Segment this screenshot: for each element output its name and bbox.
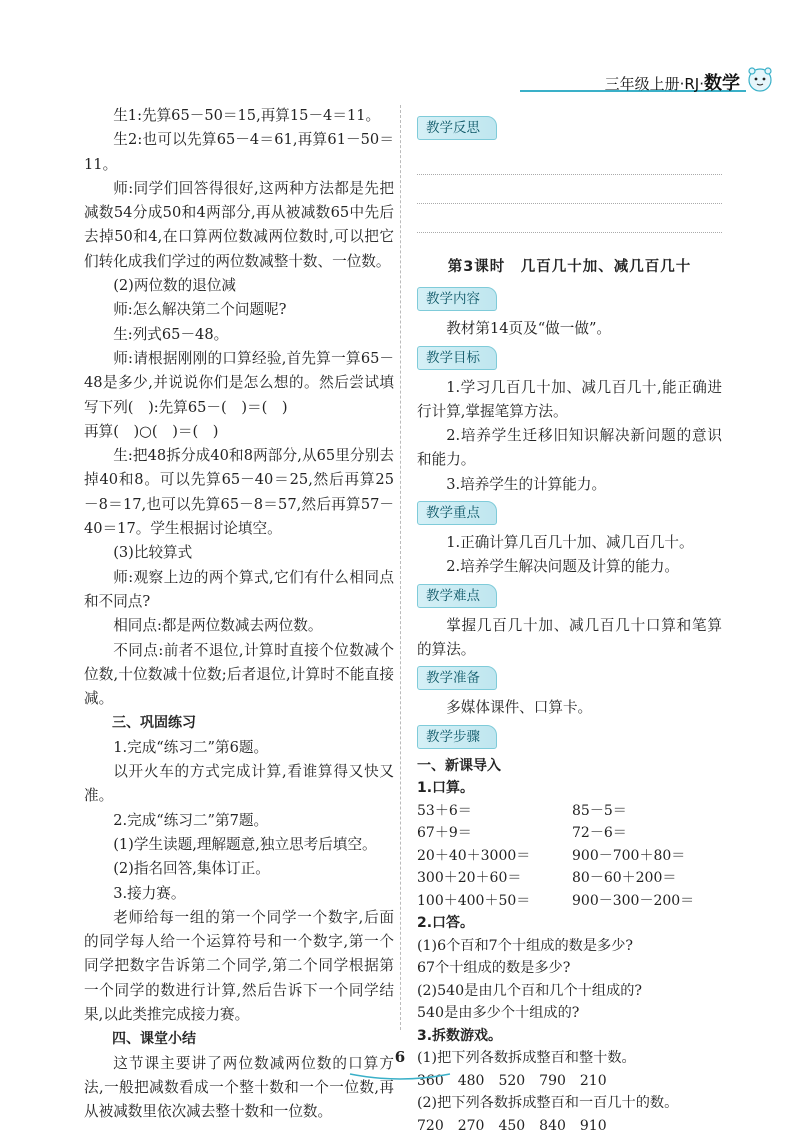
page-header <box>520 66 780 96</box>
calc-item: 100＋400＋50＝ <box>417 892 531 909</box>
prep-tag-row <box>417 666 722 696</box>
paragraph: 生:把48拆分成40和8两部分,从65里分别去掉40和8。可以先算65－40＝25,然后再算25－8＝17,也可以先算65－8＝57,然后再算57－40＝17。学生根据讨论填空。 <box>84 447 394 538</box>
page-number-ornament <box>340 1070 460 1082</box>
paragraph: 师:怎么解决第二个问题呢? <box>113 301 287 319</box>
calc-item: 53＋6＝ <box>417 802 472 819</box>
oral-calc-title: 1.口算。 <box>417 780 475 797</box>
oral-answer-item: (2)540是由几个百和几个十组成的? <box>417 982 643 999</box>
column-divider <box>400 105 402 1030</box>
paragraph: 师:观察上边的两个算式,它们有什么相同点和不同点? <box>84 568 394 610</box>
paragraph: (1)学生读题,理解题意,独立思考后填空。 <box>113 835 377 853</box>
reflection-tag-row <box>417 116 722 146</box>
paragraph: 相同点:都是两位数减去两位数。 <box>113 617 323 635</box>
difficulty-text: 掌握几百几十加、减几百几十口算和笔算的算法。 <box>417 616 722 658</box>
book-title: 三年级上册·RJ·数学 <box>604 73 740 94</box>
paragraph: (3)比较算式 <box>113 544 193 562</box>
goals-tag: 教学目标 <box>417 346 497 370</box>
paragraph: 不同点:前者不退位,计算时直接个位数减个位数,十位数减十位数;后者退位,计算时不能直接减。 <box>84 641 394 708</box>
section-heading: 一、新课导入 <box>417 757 501 774</box>
paragraph: 1.完成“练习二”第6题。 <box>113 738 269 756</box>
paragraph: 生2:也可以先算65－4＝61,再算61－50＝11。 <box>84 131 394 173</box>
paragraph: 2.完成“练习二”第7题。 <box>113 811 269 829</box>
paragraph: 师:同学们回答得很好,这两种方法都是先把减数54分成50和4两部分,再从被减数65中先后去掉50和4,在口算两位数减两位数时,可以把它们转化成我们学过的两位数减整十数、一位数。 <box>84 179 394 270</box>
calc-item: 72－6＝ <box>572 825 627 842</box>
steps-tag-row <box>417 725 722 755</box>
page-number: 6 <box>394 1048 406 1066</box>
game-instruction: (2)把下列各数拆成整百和一百几十的数。 <box>417 1095 679 1112</box>
prep-text: 多媒体课件、口算卡。 <box>446 699 593 717</box>
oral-calc-grid <box>417 800 722 913</box>
paragraph: 老师给每一组的第一个同学一个数字,后面的同学每人给一个运算符号和一个数字,第一个同学把数字告诉第二个同学,第二个同学根据第一个同学的数进行计算,然后告诉下一个同学结果,以此类推完成接力赛。 <box>84 908 394 1023</box>
goal-item: 3.培养学生的计算能力。 <box>446 475 607 493</box>
content-tag-row <box>417 287 722 317</box>
subject-label: 数学 <box>704 73 740 94</box>
key-tag: 教学重点 <box>417 501 497 525</box>
paragraph: 3.接力赛。 <box>113 884 186 902</box>
oral-answer-item: 540是由多少个十组成的? <box>417 1005 580 1022</box>
calc-item: 900－300－200＝ <box>572 892 695 909</box>
right-column <box>417 112 722 1137</box>
calc-item: 300＋20＋60＝ <box>417 870 522 887</box>
content-text: 教材第14页及“做一做”。 <box>446 320 612 338</box>
calc-item: 67＋9＝ <box>417 825 472 842</box>
number-row: 360 480 520 790 210 <box>417 1072 607 1089</box>
paragraph: (2)两位数的退位减 <box>113 277 237 295</box>
paragraph: (2)指名回答,集体订正。 <box>113 860 270 878</box>
goal-item: 1.学习几百几十加、减几百几十,能正确进行计算,掌握笔算方法。 <box>417 378 722 420</box>
prep-tag: 教学准备 <box>417 666 497 690</box>
paragraph: 生1:先算65－50＝15,再算15－4＝11。 <box>113 107 381 124</box>
lesson-title: 第3课时 几百几十加、减几百几十 <box>447 259 692 275</box>
paragraph: 再算( )○( )＝( ) <box>84 422 219 440</box>
blank-line <box>417 146 722 175</box>
goal-item: 2.培养学生迁移旧知识解决新问题的意识和能力。 <box>417 427 722 469</box>
calc-item: 80－60＋200＝ <box>572 870 677 887</box>
section-heading: 三、巩固练习 <box>112 715 196 732</box>
difficulty-tag-row <box>417 584 722 614</box>
key-tag-row <box>417 501 722 531</box>
key-item: 2.培养学生解决问题及计算的能力。 <box>446 558 680 576</box>
oral-answer-title: 2.口答。 <box>417 915 475 932</box>
grade-label: 三年级上册 <box>604 75 680 93</box>
key-item: 1.正确计算几百几十加、减几百几十。 <box>446 534 694 552</box>
number-row: 720 270 450 840 910 <box>417 1117 607 1134</box>
mascot-icon <box>746 66 774 92</box>
goals-tag-row <box>417 346 722 376</box>
paragraph: 这节课主要讲了两位数减两位数的口算方法,一般把减数看成一个整十数和一个一位数,再从被减数里依次减去整十数和一位数。 <box>84 1054 394 1121</box>
left-column <box>84 104 394 1124</box>
paragraph: 师:请根据刚刚的口算经验,首先算一算65－48是多少,并说说你们是怎么想的。然后尝试填写下列( ):先算65－( )＝( ) <box>84 349 394 416</box>
blank-line <box>417 204 722 233</box>
steps-tag: 教学步骤 <box>417 725 497 749</box>
blank-line <box>417 175 722 204</box>
oral-answer-item: 67个十组成的数是多少? <box>417 960 571 977</box>
paragraph: 以开火车的方式完成计算,看谁算得又快又准。 <box>84 763 394 805</box>
difficulty-tag: 教学难点 <box>417 584 497 608</box>
section-heading: 四、课堂小结 <box>112 1031 196 1048</box>
calc-item: 85－5＝ <box>572 802 627 819</box>
edition-label: RJ <box>684 75 700 93</box>
game-title: 3.拆数游戏。 <box>417 1027 503 1044</box>
paragraph: 生:列式65－48。 <box>113 325 229 343</box>
reflection-tag: 教学反思 <box>417 116 497 140</box>
game-instruction: (1)把下列各数拆成整百和整十数。 <box>417 1050 636 1067</box>
content-tag: 教学内容 <box>417 287 497 311</box>
calc-item: 20＋40＋3000＝ <box>417 847 531 864</box>
calc-item: 900－700＋80＝ <box>572 847 686 864</box>
oral-answer-item: (1)6个百和7个十组成的数是多少? <box>417 937 634 954</box>
